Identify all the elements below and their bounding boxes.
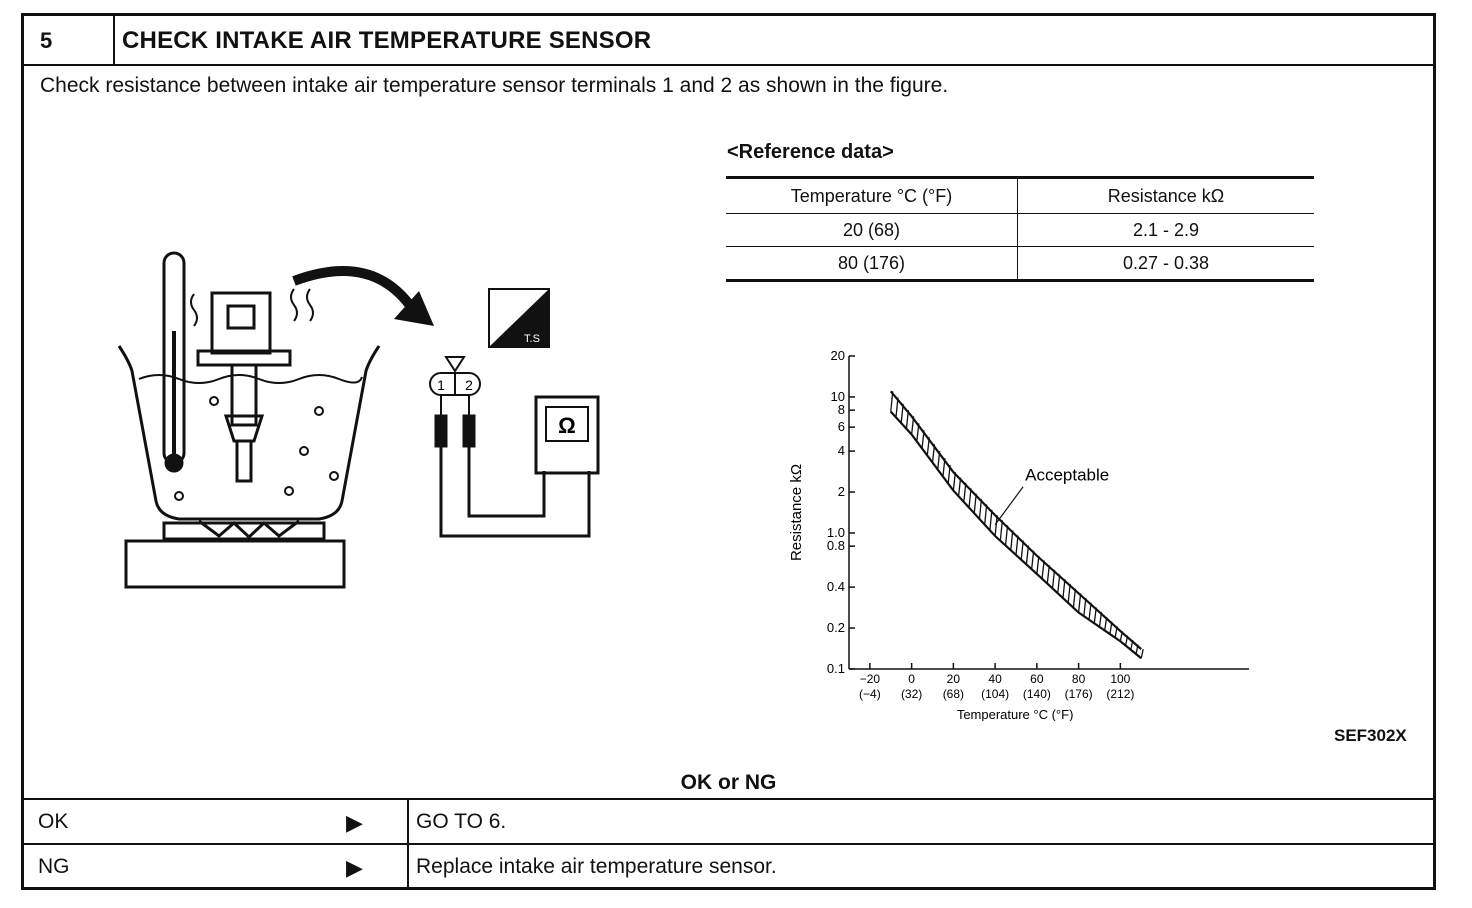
column-temperature: Temperature °C (°F) [726, 178, 1018, 214]
table-cell: 2.1 - 2.9 [1018, 214, 1315, 247]
reference-heading: <Reference data> [727, 141, 894, 163]
stove-base [126, 541, 344, 587]
beaker-outline [119, 346, 379, 519]
y-tick-label: 8 [837, 402, 845, 418]
decision-row-ng [24, 843, 1433, 888]
x-tick-sublabel: (140) [1022, 687, 1051, 701]
terminal-1-label: 1 [437, 377, 445, 393]
figure-id: SEF302X [1334, 726, 1407, 745]
y-tick-label: 2 [837, 484, 845, 500]
ng-label: NG [38, 855, 70, 878]
reference-table [726, 176, 1314, 282]
y-axis-label: Resistance kΩ [788, 463, 805, 562]
table-cell: 20 (68) [726, 214, 1018, 247]
column-resistance: Resistance kΩ [1018, 178, 1315, 214]
decision-row-ok [24, 798, 1433, 843]
x-tick-label: 100 [1110, 672, 1131, 686]
annotation-label: Acceptable [1025, 465, 1110, 485]
y-tick-label: 0.4 [826, 579, 845, 595]
x-tick-sublabel: (212) [1106, 687, 1135, 701]
arrow-right-icon: ▶ [346, 810, 363, 835]
y-tick-label: 0.1 [826, 661, 845, 676]
y-tick-label: 1.0 [826, 524, 845, 540]
ok-label: OK [38, 810, 69, 833]
ohm-symbol: Ω [558, 413, 576, 438]
resistance-chart [759, 331, 1249, 721]
instruction-text: Check resistance between intake air temperature sensor terminals 1 and 2 as shown in the figure. [40, 74, 949, 97]
sensor-connector [212, 293, 270, 353]
x-tick-sublabel: (104) [981, 687, 1010, 701]
step-header [24, 16, 1433, 66]
y-tick-label: 4 [837, 443, 845, 459]
header-divider [113, 16, 115, 64]
table-row [726, 247, 1314, 281]
column-divider [407, 800, 409, 843]
x-tick-label: 20 [946, 672, 961, 686]
step-number: 5 [40, 28, 53, 53]
x-tick-label: 40 [988, 672, 1002, 686]
tool-badge-label: T.S [524, 333, 540, 345]
acceptable-band [891, 391, 1141, 658]
x-tick-sublabel: (32) [900, 687, 923, 701]
curved-arrow [294, 271, 414, 311]
y-tick-label: 0.8 [826, 538, 845, 554]
y-tick-label: 6 [837, 419, 845, 435]
inspection-step-panel [21, 13, 1436, 890]
x-tick-label: 80 [1071, 672, 1086, 686]
sensor-test-illustration [104, 211, 644, 591]
table-cell: 0.27 - 0.38 [1018, 247, 1315, 281]
x-tick-label: −20 [859, 672, 881, 686]
x-tick-sublabel: (176) [1064, 687, 1093, 701]
column-divider [407, 845, 409, 888]
table-row [726, 214, 1314, 247]
y-tick-label: 10 [830, 388, 845, 404]
annotation-leader [995, 487, 1023, 525]
x-tick-sublabel: (68) [942, 687, 965, 701]
step-title: CHECK INTAKE AIR TEMPERATURE SENSOR [122, 27, 652, 54]
table-cell: 80 (176) [726, 247, 1018, 281]
reference-header-row [726, 178, 1314, 214]
ng-action: Replace intake air temperature sensor. [416, 855, 777, 878]
band-hatch [1141, 649, 1143, 658]
x-tick-label: 60 [1030, 672, 1044, 686]
x-tick-sublabel: (−4) [859, 687, 881, 701]
y-tick-label: 0.2 [826, 620, 845, 636]
terminal-2-label: 2 [465, 377, 473, 393]
ok-ng-prompt: OK or NG [680, 771, 777, 794]
ok-action: GO TO 6. [416, 810, 507, 833]
x-axis-label: Temperature °C (°F) [956, 707, 1074, 721]
series-upper-line [891, 391, 1141, 649]
x-tick-label: 0 [908, 672, 915, 686]
y-tick-label: 20 [830, 348, 845, 363]
arrow-right-icon: ▶ [346, 855, 363, 880]
